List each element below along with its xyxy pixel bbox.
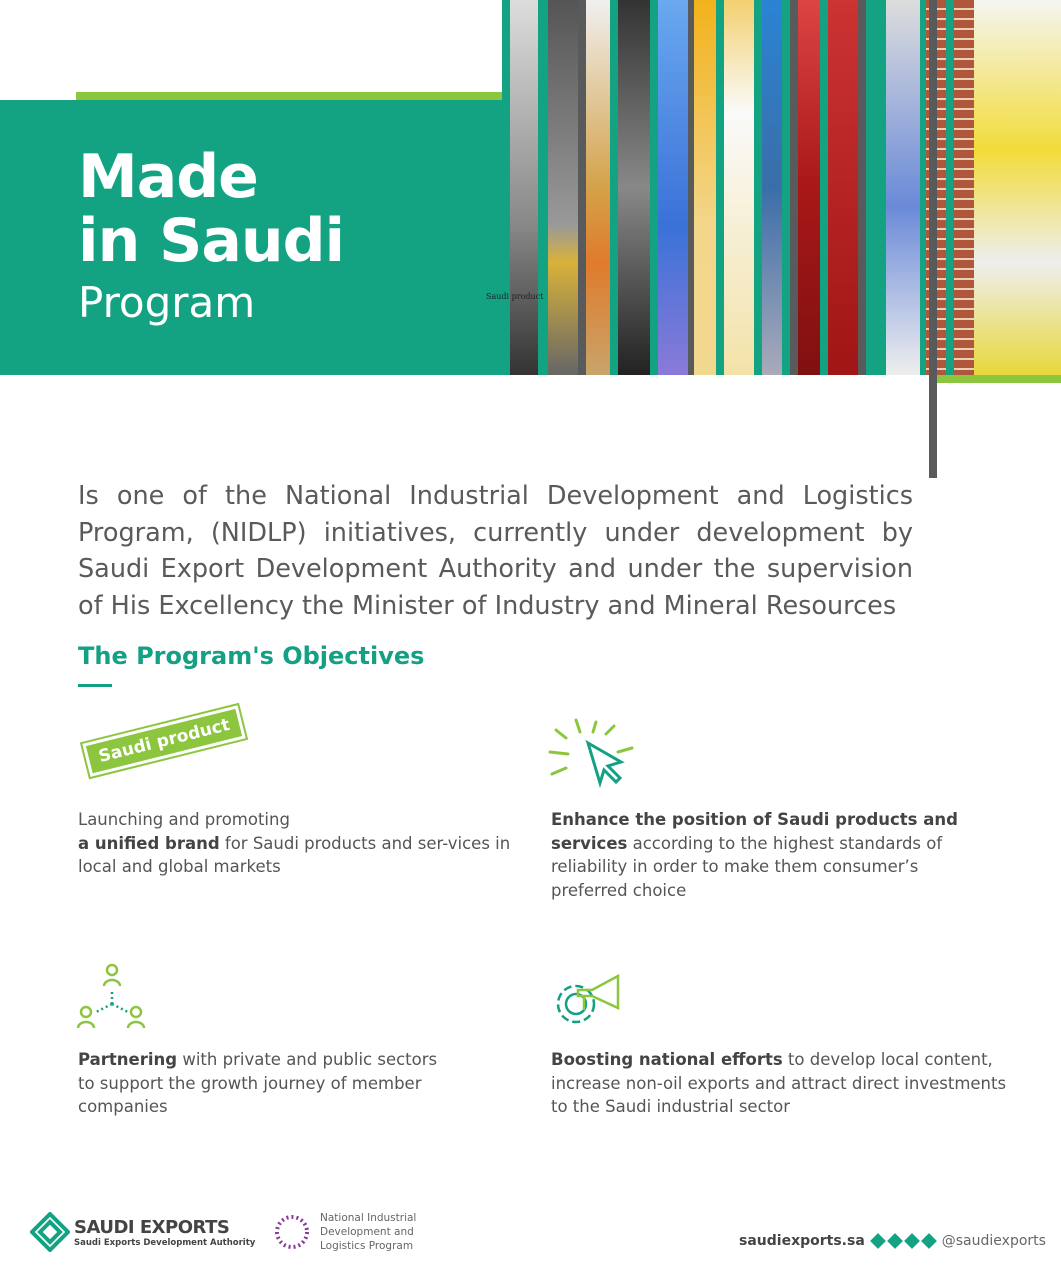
product-collage-image [502, 0, 1061, 375]
lime-accent-line [937, 375, 1061, 383]
logo-subtitle: Saudi Exports Development Authority [74, 1237, 256, 1248]
social-handle[interactable]: @saudiexports [941, 1233, 1046, 1249]
cursor-click-icon [548, 718, 638, 793]
logo-title: SAUDI EXPORTS [74, 1216, 230, 1238]
nidlp-line: National Industrial [320, 1212, 417, 1224]
lime-accent-line [76, 92, 502, 100]
title-line-2: in Saudi [78, 206, 345, 276]
intro-paragraph: Is one of the National Industrial Development and Logistics Program, (NIDLP) initiatives, currently under development by Saudi Export Development Authority and under the supervision of His Excellency the Minister of Industry and Mineral Resources [78, 481, 913, 621]
saudi-exports-logo-icon [30, 1212, 70, 1252]
twitter-icon[interactable] [870, 1233, 886, 1249]
title-line-3: Program [78, 278, 256, 327]
stamp-label: Saudi product [86, 709, 243, 774]
objective-unified-brand: Launching and promoting a unified brand for Saudi products and ser-vices in local and global markets [78, 810, 511, 876]
nidlp-logo [272, 1210, 416, 1254]
gray-accent-bar [929, 0, 937, 478]
heading-underline [78, 684, 112, 687]
objective-partnering: Partnering with private and public sectors to support the growth journey of member companies [78, 1050, 438, 1116]
nidlp-logo-icon [272, 1210, 312, 1254]
linkedin-icon[interactable] [904, 1233, 920, 1249]
page-title [78, 142, 345, 333]
gear-megaphone-icon [548, 970, 623, 1032]
nidlp-line: Development and [320, 1226, 414, 1238]
nidlp-line: Logistics Program [320, 1240, 414, 1252]
facebook-icon[interactable] [921, 1233, 937, 1249]
image-caption: Saudi product [486, 292, 544, 301]
instagram-icon[interactable] [887, 1233, 903, 1249]
social-footer [739, 1233, 1046, 1249]
network-people-icon [76, 962, 148, 1032]
title-line-1: Made [78, 142, 258, 212]
objectives-heading: The Program's Objectives [78, 642, 425, 670]
saudi-product-stamp-icon [80, 703, 249, 780]
saudi-exports-logo [30, 1212, 255, 1252]
objective-boosting-efforts: Boosting national efforts to develop local content, increase non-oil exports and attract direct investments to the Saudi industrial sector [551, 1050, 1007, 1116]
website-link[interactable]: saudiexports.sa [739, 1233, 865, 1249]
objective-enhance-position: Enhance the position of Saudi products and services according to the highest standards of reliability in order to make them consumer’s preferred choice [551, 810, 958, 900]
